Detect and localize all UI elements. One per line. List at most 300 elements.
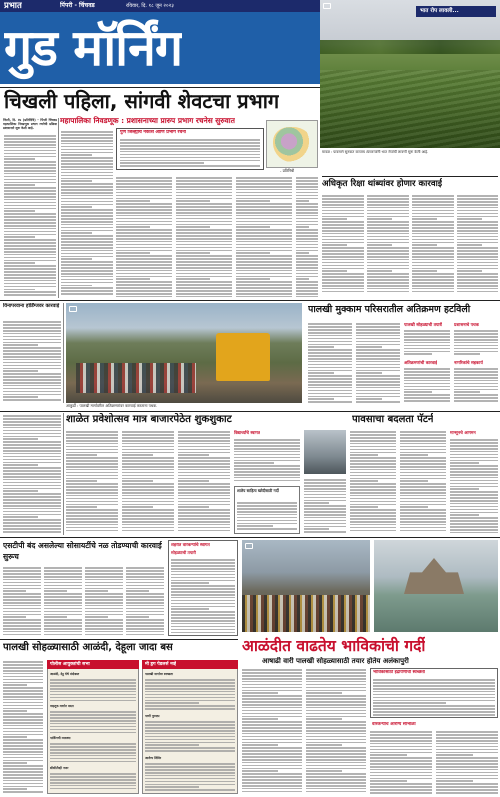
text-line xyxy=(306,756,366,758)
text-line xyxy=(436,734,498,736)
text-line xyxy=(3,611,41,613)
text-line xyxy=(3,768,43,770)
text-line xyxy=(404,348,450,350)
text-line xyxy=(400,431,446,433)
text-line xyxy=(171,623,235,625)
text-line xyxy=(367,282,409,284)
text-line xyxy=(3,710,27,712)
text-line xyxy=(454,336,498,338)
text-line xyxy=(450,462,479,464)
text-line xyxy=(304,508,346,510)
lead-col1 xyxy=(4,134,56,299)
text-line xyxy=(304,528,329,530)
text-line xyxy=(116,232,172,234)
text-line xyxy=(436,749,498,751)
text-line xyxy=(308,341,352,343)
text-line xyxy=(237,505,297,507)
text-line xyxy=(436,757,498,759)
text-line xyxy=(3,347,61,349)
text-line xyxy=(308,329,352,331)
box1-filler-1 xyxy=(50,710,136,734)
text-line xyxy=(3,453,61,455)
text-line xyxy=(66,437,118,439)
text-line xyxy=(450,445,498,447)
text-line xyxy=(400,524,446,526)
alandi-col1 xyxy=(242,668,302,794)
text-line xyxy=(3,447,61,449)
stp-col4 xyxy=(126,566,164,636)
text-line xyxy=(412,265,454,267)
text-line xyxy=(120,148,260,150)
text-line xyxy=(322,253,364,255)
text-line xyxy=(116,241,172,243)
text-line xyxy=(370,772,432,774)
text-line xyxy=(373,682,495,684)
text-line xyxy=(356,346,382,348)
text-line xyxy=(50,723,136,725)
text-line xyxy=(350,521,396,523)
text-line xyxy=(237,517,297,519)
text-line xyxy=(171,597,235,599)
corner-caption: भात रोप लावली... xyxy=(420,8,459,14)
text-line xyxy=(116,212,172,214)
text-line xyxy=(85,634,123,636)
text-line xyxy=(171,611,235,613)
text-line xyxy=(350,512,396,514)
text-line xyxy=(171,571,235,573)
text-line xyxy=(3,576,41,578)
lead-col6 xyxy=(296,176,318,300)
lead-col2 xyxy=(61,130,113,298)
text-line xyxy=(126,616,149,618)
text-line xyxy=(3,619,41,621)
text-line xyxy=(4,210,35,212)
text-line xyxy=(412,256,454,258)
text-line xyxy=(3,456,61,458)
text-line xyxy=(296,192,318,194)
text-line xyxy=(367,273,409,275)
text-line xyxy=(296,261,318,263)
text-line xyxy=(454,383,498,385)
text-line xyxy=(404,386,450,388)
text-line xyxy=(176,284,232,286)
text-line xyxy=(296,238,318,240)
text-line xyxy=(296,250,318,252)
text-line xyxy=(176,180,232,182)
text-line xyxy=(350,504,396,506)
text-line xyxy=(400,530,446,532)
text-line xyxy=(3,625,41,627)
palkhi-col3 xyxy=(404,329,450,357)
box2-item-1: पाणी पुरवठा xyxy=(145,714,160,718)
text-line xyxy=(350,498,396,500)
text-line xyxy=(50,782,136,784)
text-line xyxy=(3,705,43,707)
text-line xyxy=(450,514,479,516)
palkhi-col3b xyxy=(404,367,450,403)
text-line xyxy=(457,239,498,241)
text-line xyxy=(120,139,260,141)
text-line xyxy=(400,434,446,436)
text-line xyxy=(178,512,230,514)
box1-item-0: आळंदी, देहू येथे बंदोबस्त xyxy=(50,672,80,676)
text-line xyxy=(122,518,174,520)
text-line xyxy=(4,271,56,273)
text-line xyxy=(4,225,56,227)
text-line xyxy=(457,250,498,252)
text-line xyxy=(304,485,346,487)
text-line xyxy=(367,239,409,241)
lead-headline: चिखली पहिला, सांगवी शेवटचा प्रभाग xyxy=(4,89,280,113)
text-line xyxy=(44,631,82,633)
text-line xyxy=(400,457,446,459)
text-line xyxy=(3,418,61,420)
text-line xyxy=(44,567,82,569)
text-line xyxy=(412,227,454,229)
text-line xyxy=(400,527,446,529)
text-line xyxy=(242,687,302,689)
text-line xyxy=(296,224,318,226)
text-line xyxy=(356,358,400,360)
text-line xyxy=(356,338,400,340)
text-line xyxy=(454,394,498,396)
text-line xyxy=(350,478,396,480)
text-line xyxy=(66,501,118,503)
text-line xyxy=(171,626,235,628)
text-line xyxy=(3,596,41,598)
text-line xyxy=(66,431,118,433)
text-line xyxy=(237,508,297,510)
text-line xyxy=(404,371,450,373)
text-line xyxy=(61,256,113,258)
box1-filler-3 xyxy=(50,772,136,792)
text-line xyxy=(404,383,450,385)
text-line xyxy=(44,593,82,595)
text-line xyxy=(176,276,232,278)
text-line xyxy=(122,454,153,456)
text-line xyxy=(236,264,292,266)
rickshaw-col3 xyxy=(412,194,454,294)
text-line xyxy=(3,490,38,492)
text-line xyxy=(400,504,446,506)
text-line xyxy=(412,210,454,212)
text-line xyxy=(308,344,352,346)
text-line xyxy=(236,296,292,298)
text-line xyxy=(122,492,174,494)
bulldozer xyxy=(216,333,270,381)
text-line xyxy=(4,190,56,192)
school-col2 xyxy=(66,430,118,534)
text-line xyxy=(61,215,113,217)
text-line xyxy=(176,244,232,246)
text-line xyxy=(234,460,300,462)
text-line xyxy=(61,247,113,249)
text-line xyxy=(457,273,498,275)
text-line xyxy=(61,166,113,168)
text-line xyxy=(171,559,235,561)
text-line xyxy=(306,736,366,738)
text-line xyxy=(373,688,495,690)
text-line xyxy=(308,378,352,380)
text-line xyxy=(3,628,41,630)
text-line xyxy=(44,576,82,578)
text-line xyxy=(116,183,172,185)
text-line xyxy=(356,401,400,403)
text-line xyxy=(296,258,318,260)
text-line xyxy=(412,230,454,232)
text-line xyxy=(44,616,67,618)
text-line xyxy=(356,352,400,354)
text-line xyxy=(3,365,61,367)
text-line xyxy=(116,290,172,292)
text-line xyxy=(450,509,498,511)
text-line xyxy=(450,457,498,459)
text-line xyxy=(404,333,450,335)
text-line xyxy=(457,218,482,220)
text-line xyxy=(322,259,364,261)
text-line xyxy=(404,330,450,332)
text-line xyxy=(457,244,482,246)
text-line xyxy=(450,488,479,490)
text-line xyxy=(356,355,400,357)
text-line xyxy=(450,494,498,496)
text-line xyxy=(242,773,302,775)
text-line xyxy=(44,611,82,613)
box2-item-2: आरोग्य शिबिर xyxy=(145,756,162,760)
band3-rule xyxy=(0,411,500,412)
text-line xyxy=(122,449,174,451)
text-line xyxy=(457,276,498,278)
text-line xyxy=(350,515,396,517)
school-headline: शाळेत प्रवेशोत्सव मात्र बाजारपेठेत शुकशुकाट xyxy=(66,414,232,425)
text-line xyxy=(3,783,43,785)
text-line xyxy=(3,670,43,672)
text-line xyxy=(116,252,150,254)
text-line xyxy=(350,446,396,448)
text-line xyxy=(367,268,409,270)
text-line xyxy=(50,761,136,763)
text-line xyxy=(3,391,61,393)
text-line xyxy=(412,207,454,209)
trees-strip xyxy=(320,40,500,54)
text-line xyxy=(306,707,366,709)
text-line xyxy=(85,567,123,569)
text-line xyxy=(61,189,113,191)
text-line xyxy=(237,525,273,527)
text-line xyxy=(412,276,454,278)
text-line xyxy=(370,743,432,745)
text-line xyxy=(400,498,446,500)
text-line xyxy=(3,516,38,518)
text-line xyxy=(3,436,61,438)
text-line xyxy=(296,209,318,211)
text-line xyxy=(66,498,118,500)
text-line xyxy=(296,218,318,220)
text-line xyxy=(308,390,352,392)
text-line xyxy=(450,486,498,488)
text-line xyxy=(145,766,235,768)
text-line xyxy=(367,213,409,215)
text-line xyxy=(234,448,300,450)
field-photo xyxy=(320,0,500,148)
text-line xyxy=(373,697,495,699)
text-line xyxy=(236,177,292,179)
text-line xyxy=(3,745,43,747)
text-line xyxy=(296,203,318,205)
text-line xyxy=(3,330,61,332)
text-line xyxy=(3,676,43,678)
health-quote: वारकऱ्यांचे आरोग्य सांभाळा xyxy=(372,722,416,727)
text-line xyxy=(122,434,174,436)
text-line xyxy=(178,495,230,497)
text-line xyxy=(306,753,366,755)
text-line xyxy=(400,480,428,482)
text-line xyxy=(66,518,118,520)
text-line xyxy=(120,142,260,144)
text-line xyxy=(44,628,82,630)
text-line xyxy=(122,472,174,474)
text-line xyxy=(306,750,366,752)
text-line xyxy=(412,250,454,252)
text-line xyxy=(126,619,164,621)
text-line xyxy=(4,294,56,296)
text-line xyxy=(400,515,446,517)
text-line xyxy=(66,486,118,488)
text-line xyxy=(436,769,498,771)
text-line xyxy=(122,489,174,491)
lead-col3 xyxy=(116,176,172,300)
text-line xyxy=(126,590,149,592)
text-line xyxy=(450,491,498,493)
alandi-col2 xyxy=(306,668,366,794)
text-line xyxy=(457,288,498,290)
text-line xyxy=(304,479,346,481)
text-line xyxy=(44,622,82,624)
text-line xyxy=(3,336,61,338)
text-line xyxy=(242,762,302,764)
text-line xyxy=(176,189,232,191)
rickshaw-headline: अधिकृत रिक्षा थांब्यांवर होणार कारवाई xyxy=(322,179,443,189)
text-line xyxy=(450,468,498,470)
welcome-title: शहरात वारकऱ्यांचे स्वागत xyxy=(171,542,210,547)
text-line xyxy=(236,281,292,283)
text-line xyxy=(3,728,43,730)
text-line xyxy=(4,202,56,204)
text-line xyxy=(373,694,495,696)
text-line xyxy=(367,259,409,261)
text-line xyxy=(412,273,454,275)
text-line xyxy=(61,261,113,263)
text-line xyxy=(296,244,318,246)
temple-silhouette xyxy=(404,558,464,594)
text-line xyxy=(61,146,113,148)
text-line xyxy=(85,622,123,624)
text-line xyxy=(145,744,199,746)
text-line xyxy=(50,729,136,731)
text-line xyxy=(236,195,292,197)
text-line xyxy=(236,261,292,263)
text-line xyxy=(85,576,123,578)
text-line xyxy=(61,204,113,206)
text-line xyxy=(61,154,92,156)
text-line xyxy=(122,495,174,497)
text-line xyxy=(242,750,302,752)
text-line xyxy=(373,714,495,716)
text-line xyxy=(3,742,43,744)
text-line xyxy=(454,397,498,399)
text-line xyxy=(126,593,164,595)
text-line xyxy=(306,747,366,749)
text-line xyxy=(176,177,232,179)
text-line xyxy=(236,252,270,254)
text-line xyxy=(3,473,61,475)
text-line xyxy=(85,593,123,595)
text-line xyxy=(308,349,352,351)
text-line xyxy=(178,483,230,485)
text-line xyxy=(237,502,297,504)
text-line xyxy=(412,216,454,218)
text-line xyxy=(296,273,318,275)
text-line xyxy=(304,505,346,507)
text-line xyxy=(126,602,164,604)
text-line xyxy=(450,448,498,450)
text-line xyxy=(50,752,136,754)
lead-col1-text: पिंपरी, दि. १७ (प्रतिनिधि) - पिंपरी चिंचवड महापालिका निवडणूक प्रभाग रचनेची प्रक्रिया प्रशासनाने सुरू केली आहे. xyxy=(3,118,57,131)
text-line xyxy=(61,183,113,185)
text-line xyxy=(145,747,235,749)
text-line xyxy=(373,705,495,707)
text-line xyxy=(61,201,113,203)
text-line xyxy=(61,293,113,295)
text-line xyxy=(322,233,364,235)
text-line xyxy=(122,515,174,517)
text-line xyxy=(322,270,347,272)
text-line xyxy=(306,727,366,729)
text-line xyxy=(3,673,43,675)
text-line xyxy=(404,389,450,391)
text-line xyxy=(236,267,292,269)
text-line xyxy=(306,730,366,732)
text-line xyxy=(3,590,26,592)
text-line xyxy=(4,156,56,158)
text-line xyxy=(178,504,230,506)
box2-item-0: पालखी मार्गावर स्वच्छता xyxy=(145,672,173,676)
text-line xyxy=(322,291,364,293)
text-line xyxy=(176,250,232,252)
text-line xyxy=(178,443,230,445)
text-line xyxy=(4,277,56,279)
text-line xyxy=(370,737,432,739)
text-line xyxy=(436,763,498,765)
text-line xyxy=(373,685,495,687)
text-line xyxy=(242,707,302,709)
text-line xyxy=(3,321,61,323)
text-line xyxy=(3,754,43,756)
text-line xyxy=(85,619,123,621)
text-line xyxy=(3,757,43,759)
text-line xyxy=(367,224,409,226)
text-line xyxy=(66,434,118,436)
text-line xyxy=(120,165,260,167)
text-line xyxy=(350,460,396,462)
text-line xyxy=(122,457,174,459)
text-line xyxy=(454,333,498,335)
field-rows xyxy=(320,70,500,148)
text-line xyxy=(122,460,174,462)
text-line xyxy=(3,479,61,481)
text-line xyxy=(367,198,409,200)
text-line xyxy=(457,210,498,212)
